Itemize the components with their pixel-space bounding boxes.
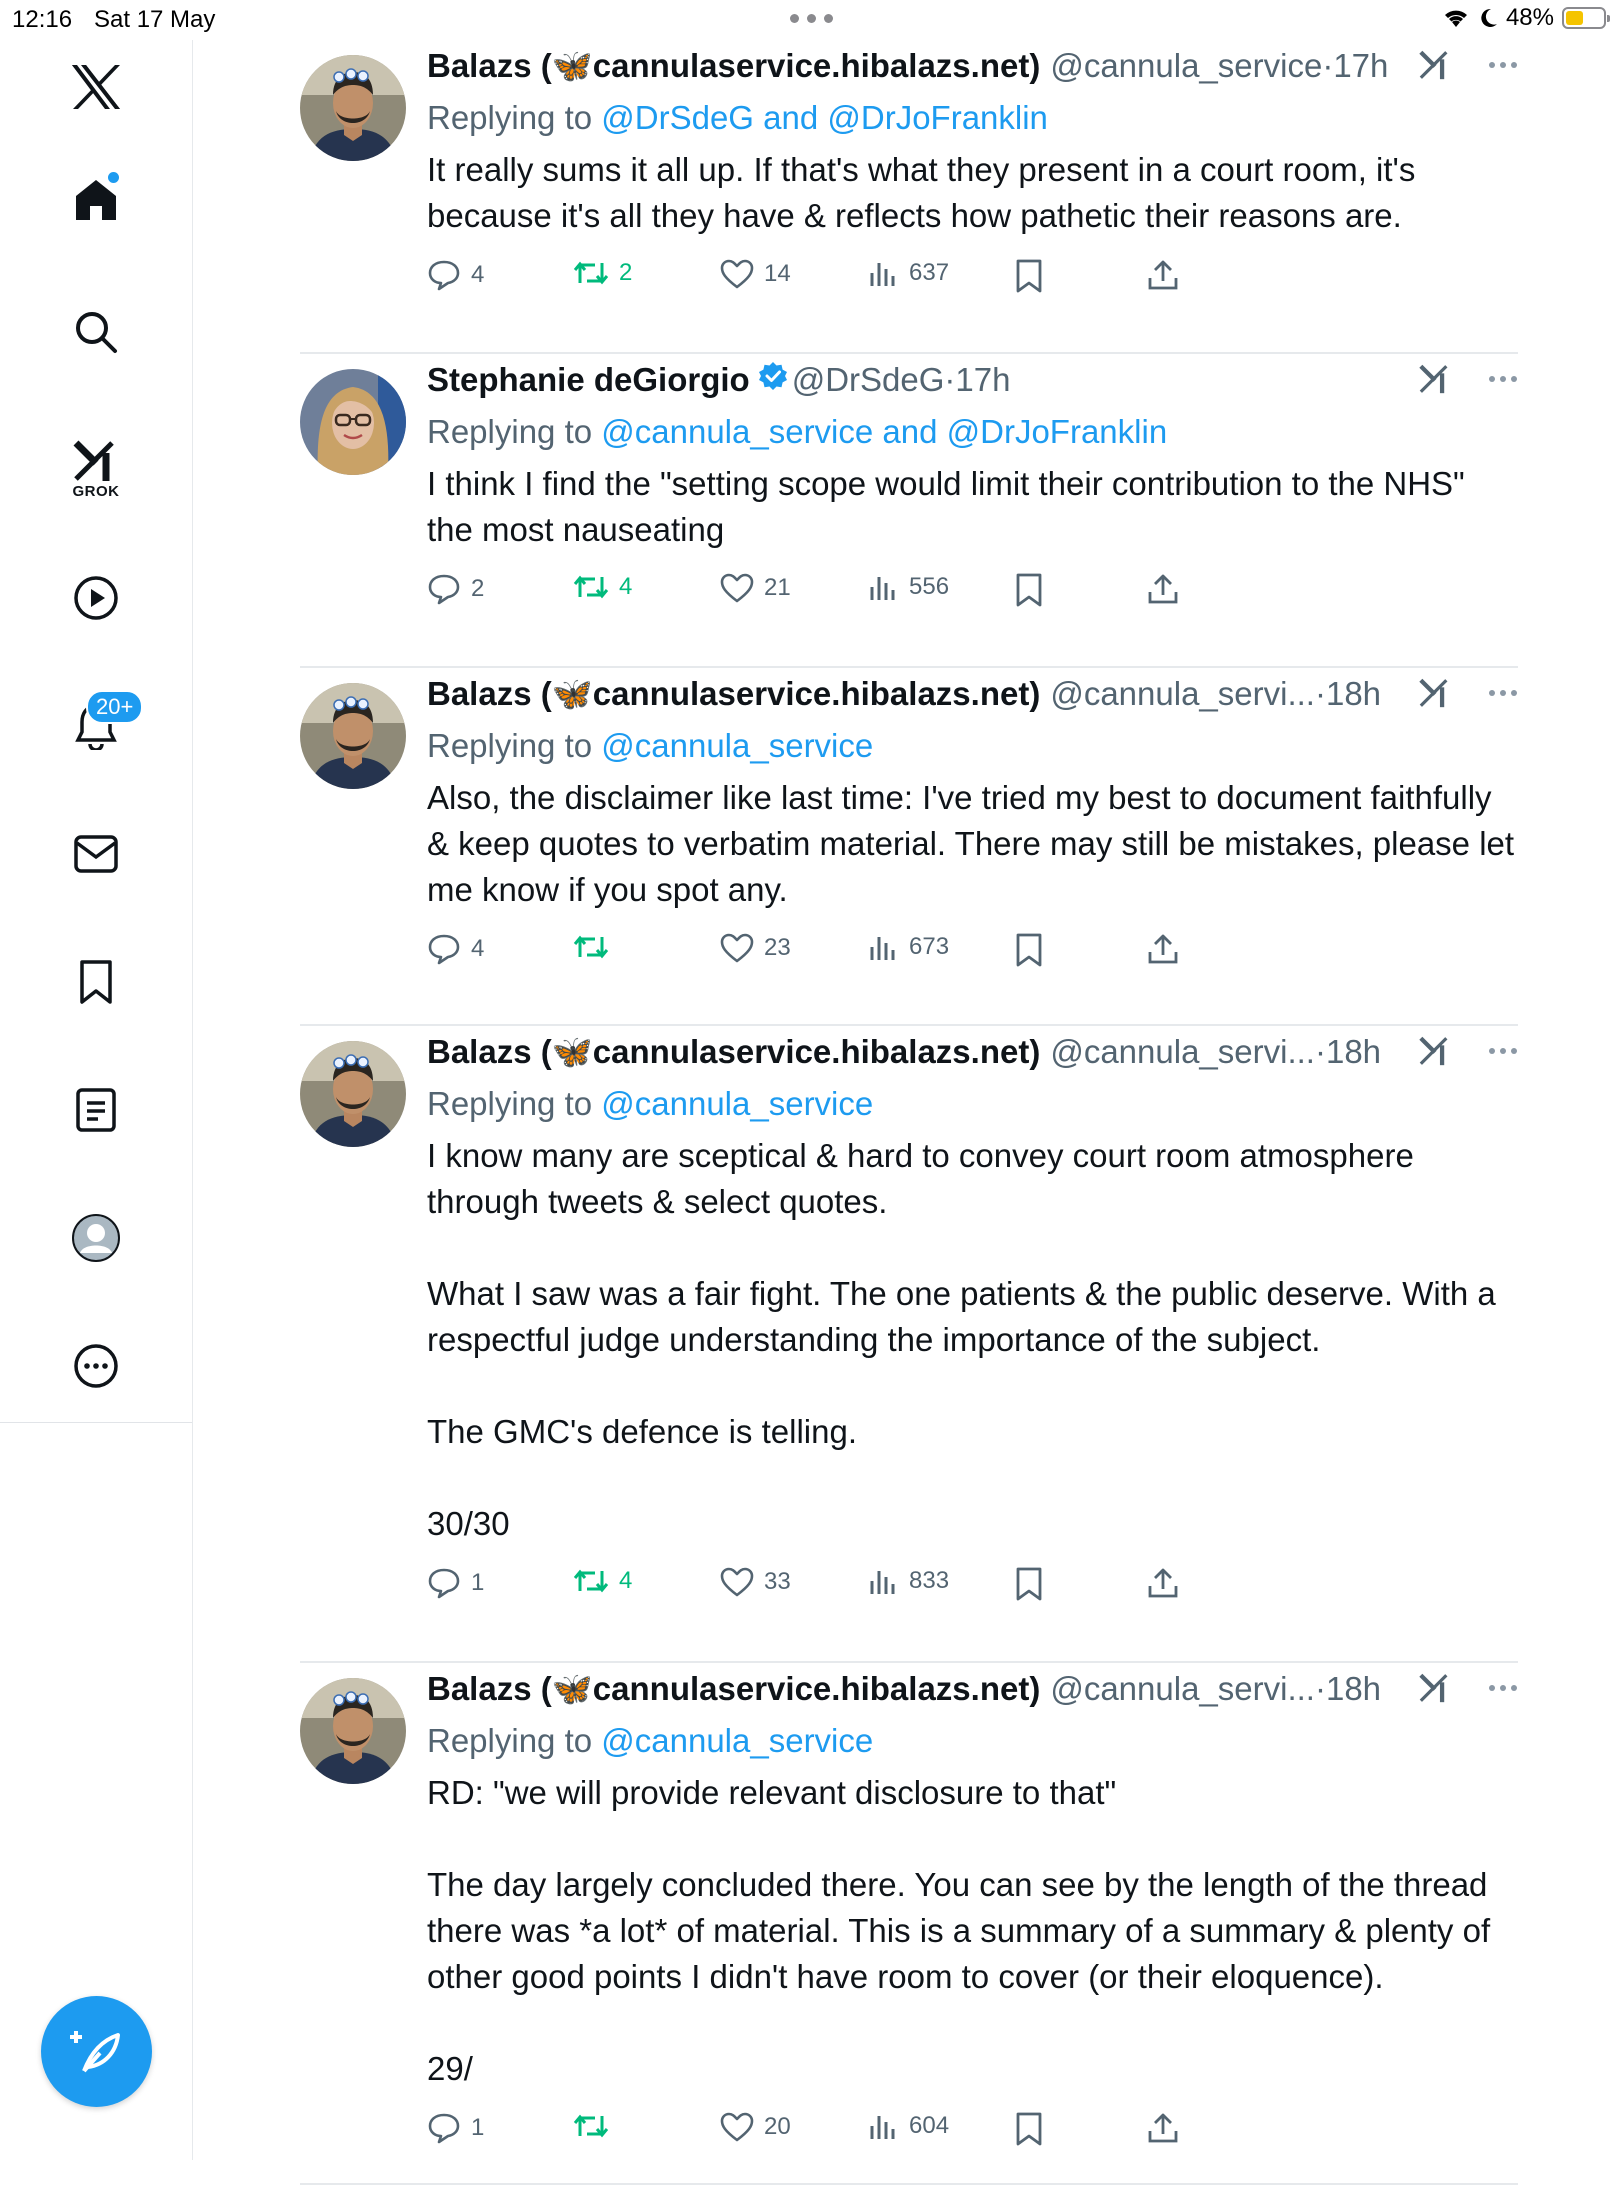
status-time: 12:16 xyxy=(12,6,73,33)
reply-count: 1 xyxy=(471,1569,485,1596)
tweet-paragraph: I know many are sceptical & hard to convey court room atmosphere through tweets & select quotes. xyxy=(427,1137,1414,1220)
like-count: 23 xyxy=(764,934,791,961)
retweet-count: 4 xyxy=(619,1567,633,1594)
share-button[interactable] xyxy=(1147,2112,1179,2144)
reply-button[interactable] xyxy=(427,259,484,291)
reply-icon xyxy=(427,933,461,965)
bookmark-button[interactable] xyxy=(1015,1567,1043,1601)
retweet-icon xyxy=(573,259,609,287)
replying-prefix: Replying to xyxy=(427,1722,602,1759)
more-options-icon[interactable] xyxy=(1488,1046,1518,1056)
heart-icon xyxy=(720,2112,754,2142)
avatar[interactable] xyxy=(300,55,406,161)
retweet-button[interactable] xyxy=(573,2112,619,2140)
tweet-paragraph: The GMC's defence is telling. xyxy=(427,1413,857,1450)
status-right xyxy=(1442,4,1606,32)
share-icon xyxy=(1147,933,1179,965)
timestamp[interactable]: 18h xyxy=(1325,1033,1382,1070)
separator-dot: · xyxy=(1322,47,1334,84)
bookmark-button[interactable] xyxy=(1015,933,1043,967)
x-logo-icon xyxy=(70,63,122,111)
avatar[interactable] xyxy=(300,1678,406,1784)
avatar[interactable] xyxy=(300,1041,406,1147)
sidebar-item-search[interactable] xyxy=(0,302,192,362)
reply-icon xyxy=(427,259,461,291)
more-options-icon[interactable] xyxy=(1488,1683,1518,1693)
share-icon xyxy=(1147,1567,1179,1599)
retweet-icon xyxy=(573,573,609,601)
battery-percent: 48% xyxy=(1505,4,1554,31)
tweet-3[interactable] xyxy=(300,668,1518,1026)
avatar-photo xyxy=(300,1041,406,1147)
views-chart-icon xyxy=(869,259,899,287)
replying-to-mentions[interactable]: @cannula_service xyxy=(601,1085,874,1122)
bookmark-icon xyxy=(1015,573,1043,607)
compose-feather-icon xyxy=(70,2025,124,2079)
timestamp[interactable]: 17h xyxy=(1333,47,1389,84)
reply-icon xyxy=(427,2112,461,2144)
tweet-paragraph: Also, the disclaimer like last time: I've tried my best to document faithfully & keep quotes to verbatim material. There may still be mistakes, please let me know if you spot any. xyxy=(427,779,1515,908)
grok-icon[interactable] xyxy=(1418,1671,1452,1705)
views-chart-icon xyxy=(869,573,899,601)
profile-avatar-icon xyxy=(71,1213,121,1263)
handle[interactable]: @cannula_servi... xyxy=(1050,1033,1315,1070)
share-icon xyxy=(1147,2112,1179,2144)
grok-label: GROK xyxy=(72,482,120,500)
replying-to-mentions[interactable]: @cannula_service xyxy=(601,727,874,764)
multitasking-dots[interactable] xyxy=(790,14,833,23)
view-count: 673 xyxy=(909,933,950,960)
grok-icon[interactable] xyxy=(1418,1034,1452,1068)
tweet-header-icons xyxy=(1418,48,1518,82)
avatar-photo xyxy=(300,369,406,475)
views-button[interactable] xyxy=(869,2112,949,2140)
separator-dot: · xyxy=(1314,1670,1326,1707)
view-count: 637 xyxy=(909,259,950,286)
x-logo[interactable] xyxy=(0,60,192,114)
more-options-icon[interactable] xyxy=(1488,688,1518,698)
sidebar-item-videos[interactable] xyxy=(0,568,192,628)
status-bar xyxy=(0,0,1620,40)
tweet-paragraph: RD: "we will provide relevant disclosure to that" xyxy=(427,1774,1117,1811)
status-date: Sat 17 May xyxy=(94,6,216,33)
sidebar-item-grok[interactable] xyxy=(0,424,192,514)
mail-icon xyxy=(74,835,118,873)
grok-icon[interactable] xyxy=(1418,362,1452,396)
reply-count: 4 xyxy=(471,261,485,288)
heart-icon xyxy=(720,259,754,289)
tweet-1[interactable] xyxy=(300,40,1518,354)
reply-button[interactable] xyxy=(427,1567,484,1599)
tweet-header xyxy=(427,354,1518,406)
verified-badge-icon xyxy=(758,361,788,399)
like-button[interactable] xyxy=(720,259,791,289)
bookmark-button[interactable] xyxy=(1015,573,1043,607)
bookmark-button[interactable] xyxy=(1015,2112,1043,2146)
views-chart-icon xyxy=(869,2112,899,2140)
replying-to-mentions[interactable]: @cannula_service xyxy=(601,1722,874,1759)
bookmark-icon xyxy=(78,959,114,1005)
tweet-content xyxy=(427,668,1518,985)
replying-to-mentions[interactable]: @cannula_service and @DrJoFranklin xyxy=(601,413,1168,450)
like-count: 33 xyxy=(764,1568,791,1595)
like-button[interactable] xyxy=(720,1567,791,1597)
reply-button[interactable] xyxy=(427,933,484,965)
bookmark-icon xyxy=(1015,2112,1043,2146)
timestamp[interactable]: 17h xyxy=(955,361,1011,398)
tweet-text xyxy=(427,461,1518,553)
tweet-text xyxy=(427,1770,1518,2092)
replying-to xyxy=(427,1078,1518,1129)
bookmark-icon xyxy=(1015,259,1043,293)
like-button[interactable] xyxy=(720,933,791,963)
tweet-header xyxy=(427,668,1518,720)
handle[interactable]: @cannula_service xyxy=(1050,47,1323,84)
retweet-button[interactable] xyxy=(573,259,632,287)
reply-count: 2 xyxy=(471,575,485,602)
share-icon xyxy=(1147,259,1179,291)
tweet-paragraph: I think I find the "setting scope would limit their contribution to the NHS" the most nauseating xyxy=(427,465,1465,548)
retweet-button[interactable] xyxy=(573,933,619,961)
grok-icon[interactable] xyxy=(1418,48,1452,82)
retweet-button[interactable] xyxy=(573,1567,632,1595)
tweet-header xyxy=(427,40,1518,92)
tweet-header xyxy=(427,1663,1518,1715)
sidebar-item-messages[interactable] xyxy=(0,824,192,884)
sidebar-divider xyxy=(0,1422,192,1423)
bookmark-icon xyxy=(1015,933,1043,967)
share-button[interactable] xyxy=(1147,1567,1179,1599)
like-count: 14 xyxy=(764,260,791,287)
timeline xyxy=(300,40,1518,2185)
tweet-header-icons xyxy=(1418,1034,1518,1068)
retweet-icon xyxy=(573,1567,609,1595)
reply-icon xyxy=(427,1567,461,1599)
share-button[interactable] xyxy=(1147,259,1179,291)
tweet-paragraph: The day largely concluded there. You can see by the length of the thread there was *a lot* of material. This is a summary of a summary & plenty of other good points I didn't have room to cover (or their eloquence). xyxy=(427,1866,1491,1995)
heart-icon xyxy=(720,1567,754,1597)
handle[interactable]: @cannula_servi... xyxy=(1050,1670,1315,1707)
replying-prefix: Replying to xyxy=(427,1085,602,1122)
list-icon xyxy=(76,1088,116,1132)
sidebar-item-notifications[interactable] xyxy=(0,696,192,756)
like-button[interactable] xyxy=(720,573,791,603)
timestamp[interactable]: 18h xyxy=(1325,675,1382,712)
replying-to xyxy=(427,1715,1518,1766)
tweet-header-icons xyxy=(1418,362,1518,396)
handle[interactable]: @DrSdeG xyxy=(791,361,945,398)
tweet-actions xyxy=(427,925,1518,985)
battery-icon xyxy=(1562,7,1606,29)
tweet-actions xyxy=(427,565,1518,625)
wifi-icon xyxy=(1442,7,1470,29)
tweet-2[interactable] xyxy=(300,354,1518,668)
grok-icon[interactable] xyxy=(1418,676,1452,710)
compose-button[interactable] xyxy=(41,1996,152,2107)
reply-count: 1 xyxy=(471,2114,485,2141)
retweet-count: 4 xyxy=(619,573,633,600)
tweet-content xyxy=(427,1663,1518,2164)
separator-dot: · xyxy=(1314,675,1326,712)
replying-to xyxy=(427,720,1518,771)
moon-icon xyxy=(1478,7,1498,29)
sidebar-item-profile[interactable] xyxy=(0,1208,192,1268)
bookmark-icon xyxy=(1015,1567,1043,1601)
play-circle-icon xyxy=(73,575,119,621)
replying-to xyxy=(427,406,1518,457)
tweet-5[interactable] xyxy=(300,1663,1518,2185)
separator-dot: · xyxy=(1314,1033,1326,1070)
avatar-photo xyxy=(300,55,406,161)
search-icon xyxy=(74,310,118,354)
reply-button[interactable] xyxy=(427,2112,484,2144)
replying-prefix: Replying to xyxy=(427,727,602,764)
replying-prefix: Replying to xyxy=(427,99,602,136)
heart-icon xyxy=(720,933,754,963)
avatar-photo xyxy=(300,1678,406,1784)
retweet-count: 2 xyxy=(619,259,633,286)
like-button[interactable] xyxy=(720,2112,791,2142)
grok-icon xyxy=(72,439,120,483)
like-count: 21 xyxy=(764,574,791,601)
replying-to xyxy=(427,92,1518,143)
retweet-icon xyxy=(573,2112,609,2140)
tweet-paragraph: It really sums it all up. If that's what they present in a court room, it's because it's all they have & reflects how pathetic their reasons are. xyxy=(427,151,1416,234)
tweet-text xyxy=(427,1133,1518,1547)
view-count: 556 xyxy=(909,573,950,600)
share-icon xyxy=(1147,573,1179,605)
like-count: 20 xyxy=(764,2113,791,2140)
timestamp[interactable]: 18h xyxy=(1325,1670,1382,1707)
retweet-icon xyxy=(573,933,609,961)
home-notification-dot xyxy=(108,172,119,183)
display-name[interactable]: Balazs (🦋cannulaservice.hibalazs.net) xyxy=(427,1032,1041,1070)
replying-prefix: Replying to xyxy=(427,413,602,450)
heart-icon xyxy=(720,573,754,603)
tweet-content xyxy=(427,354,1518,625)
views-button[interactable] xyxy=(869,933,949,961)
tweet-text xyxy=(427,775,1518,913)
tweet-header-icons xyxy=(1418,676,1518,710)
views-chart-icon xyxy=(869,1567,899,1595)
display-name[interactable]: Stephanie deGiorgio xyxy=(427,361,750,398)
avatar[interactable] xyxy=(300,369,406,475)
sidebar-item-home[interactable] xyxy=(0,170,192,230)
separator-dot: · xyxy=(944,361,956,398)
share-button[interactable] xyxy=(1147,933,1179,965)
view-count: 604 xyxy=(909,2112,950,2139)
more-options-icon[interactable] xyxy=(1488,60,1518,70)
tweet-text xyxy=(427,147,1518,239)
avatar-photo xyxy=(300,683,406,789)
more-options-icon[interactable] xyxy=(1488,374,1518,384)
sidebar-item-lists[interactable] xyxy=(0,1080,192,1140)
view-count: 833 xyxy=(909,1567,950,1594)
share-button[interactable] xyxy=(1147,573,1179,605)
tweet-header xyxy=(427,1026,1518,1078)
display-name[interactable]: Balazs (🦋cannulaservice.hibalazs.net) xyxy=(427,1669,1041,1707)
tweet-content xyxy=(427,40,1518,311)
reply-button[interactable] xyxy=(427,573,484,605)
tweet-4[interactable] xyxy=(300,1026,1518,1663)
tweet-paragraph: What I saw was a fair fight. The one patients & the public deserve. With a respectful judge understanding the importance of the subject. xyxy=(427,1275,1496,1358)
reply-count: 4 xyxy=(471,935,485,962)
reply-icon xyxy=(427,573,461,605)
tweet-paragraph: 30/30 xyxy=(427,1505,510,1542)
tweet-paragraph: 29/ xyxy=(427,2050,473,2087)
tweet-content xyxy=(427,1026,1518,1619)
views-button[interactable] xyxy=(869,573,949,601)
more-circle-icon xyxy=(73,1343,119,1389)
views-chart-icon xyxy=(869,933,899,961)
bookmark-button[interactable] xyxy=(1015,259,1043,293)
sidebar xyxy=(0,40,193,2160)
replying-to-mentions[interactable]: @DrSdeG and @DrJoFranklin xyxy=(601,99,1048,136)
notification-badge: 20+ xyxy=(86,690,143,724)
tweet-actions xyxy=(427,1559,1518,1619)
sidebar-item-bookmarks[interactable] xyxy=(0,952,192,1012)
battery-fill xyxy=(1566,11,1583,25)
sidebar-item-more[interactable] xyxy=(0,1336,192,1396)
tweet-actions xyxy=(427,2104,1518,2164)
handle[interactable]: @cannula_servi... xyxy=(1050,675,1315,712)
views-button[interactable] xyxy=(869,1567,949,1595)
display-name[interactable]: Balazs (🦋cannulaservice.hibalazs.net) xyxy=(427,46,1041,84)
views-button[interactable] xyxy=(869,259,949,287)
display-name[interactable]: Balazs (🦋cannulaservice.hibalazs.net) xyxy=(427,674,1041,712)
avatar[interactable] xyxy=(300,683,406,789)
tweet-header-icons xyxy=(1418,1671,1518,1705)
tweet-actions xyxy=(427,251,1518,311)
home-icon xyxy=(72,176,120,224)
retweet-button[interactable] xyxy=(573,573,632,601)
